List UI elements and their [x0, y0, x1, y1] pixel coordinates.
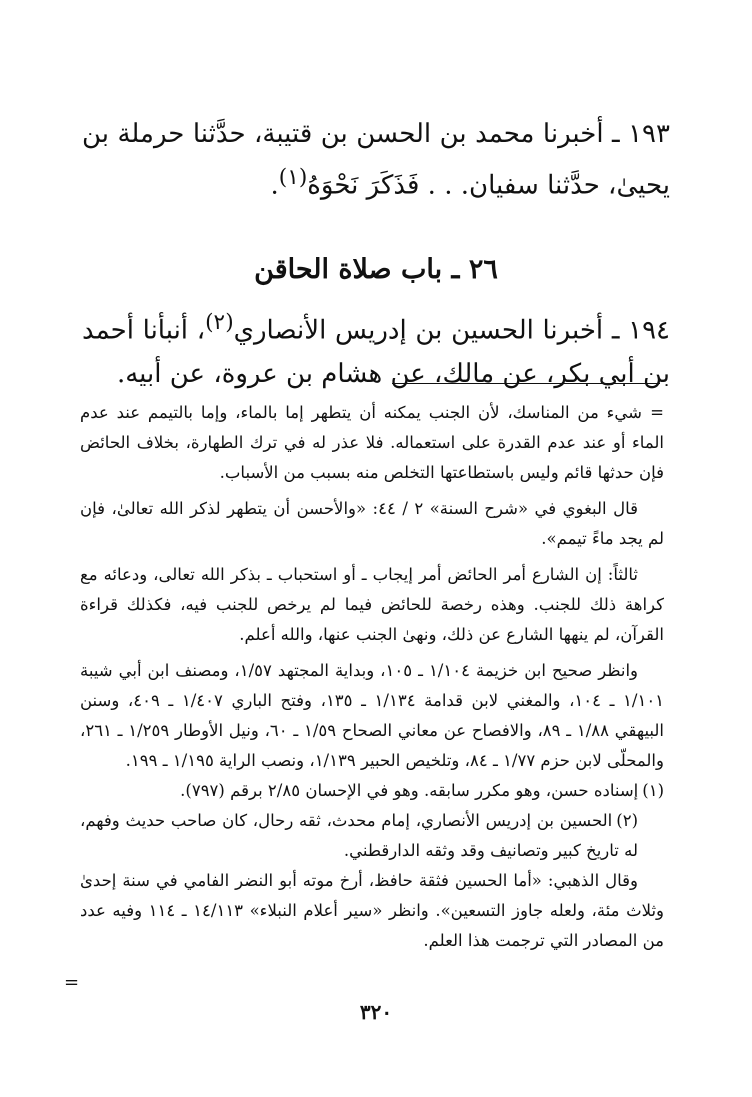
hadith-193: ١٩٣ ـ أخبرنا محمد بن الحسن بن قتيبة، حدَّثنا حرملة بن يحيىٰ، حدَّثنا سفيان. . . فَذَكَرَ نَحْوَهُ$^{(١)}$. — [82, 119, 670, 201]
footnote-2-text: الحسين بن إدريس الأنصاري، إمام محدث، ثقه رحال، كان صاحب حديث وفهم، له تاريخ كبير وتصانيف وقد وثقه الدارقطني. — [80, 811, 638, 860]
continuation-text: شيء من المناسك، لأن الجنب يمكنه أن يتطهر إما بالماء، وإما بالتيمم عند عدم الماء أو عند عدم القدرة على استعماله. فلا عذر له في ترك الطهارة، بخلاف الحائض فإن حدثها قائم وليس باستطاعتها التخلص منه بسبب من الأسباب. — [80, 403, 664, 482]
page-number: ٣٢٠ — [359, 1000, 393, 1024]
footnotes — [80, 398, 664, 962]
hadith-194-text-after: ، أنبأنا أحمد بن أبي بكر، عن مالك، عن هشام بن عروة، عن أبيه. — [82, 315, 670, 390]
footnote-ref-1[interactable]: (١) — [278, 165, 308, 190]
footnote-references: وانظر صحيح ابن خزيمة ١/١٠٤ ـ ١٠٥، وبداية المجتهد ١/٥٧، ومصنف ابن أبي شيبة ١/١٠١ ـ ١٠٤، والمغني لابن قدامة ١/١٣٤ ـ ١٣٥، وفتح الباري ١/٤٠٧ ـ ٤٠٩، وسنن البيهقي ١/٨٨ ـ ٨٩، والافصاح عن معاني الصحاح ١/٥٩ ـ ٦٠، ونيل الأوطار ١/٢٥٩ ـ ٢٦١، والمحلّى لابن حزم ١/٧٧ ـ ٨٤، وتلخيص الحبير ١/١٣٩، ونصب الراية ١/١٩٥ ـ ١٩٩. — [80, 661, 665, 770]
footnote-1-text: إسناده حسن، وهو مكرر سابقه. وهو في الإحسان ٢/٨٥ برقم (٧٩٧). — [180, 781, 639, 800]
footnote-divider — [392, 383, 660, 384]
footnote-1-number: (١) — [642, 781, 664, 800]
continuation-marker: = — [650, 403, 664, 422]
hadith-193-text: ١٩٣ ـ أخبرنا محمد بن الحسن بن قتيبة، حدَّثنا حرملة بن يحيىٰ، حدَّثنا سفيان. . . فَذَكَرَ نَحْوَهُ — [82, 119, 670, 201]
footnote-2 — [80, 806, 664, 866]
footnote-2-number: (٢) — [616, 811, 638, 830]
continues-marker: = — [64, 972, 80, 993]
footnote-dhahabi: وقال الذهبي: «أما الحسين فثقة حافظ، أرخ موته أبو النضر الفامي في سنة إحدىٰ وثلاث مئة، ولعله جاوز التسعين». وانظر «سير أعلام النبلاء» ١٤/١١٣ ـ ١١٤ وفيه عدد من المصادر التي ترجمت هذا العلم. — [80, 871, 665, 950]
footnote-1 — [80, 776, 664, 806]
footnote-baghawi: قال البغوي في «شرح السنة» ٢ / ٤٤: «والأحسن أن يتطهر لذكر الله تعالىٰ، فإن لم يجد ماءً تيمم». — [80, 499, 664, 548]
hadith-194 — [82, 301, 670, 397]
main-text — [82, 112, 670, 396]
hadith-194-text-before: ١٩٤ ـ أخبرنا الحسين بن إدريس الأنصاري — [233, 315, 671, 346]
footnote-ref-2[interactable]: (٢) — [205, 309, 234, 335]
footnote-thalithan: ثالثاً: إن الشارع أمر الحائض أمر إيجاب ـ أو استحباب ـ بذكر الله تعالى، ودعائه مع كراهة ذلك للجنب. وهذه رخصة للحائض فيما لم يرخص للجنب فيه، فكذلك قراءة القرآن، لم ينهها الشارع عن ذلك، ونهىٰ الجنب عنها، والله أعلم. — [80, 565, 664, 644]
footnote-continuation — [80, 398, 664, 488]
chapter-title: ٢٦ ـ باب صلاة الحاقن — [254, 253, 498, 285]
